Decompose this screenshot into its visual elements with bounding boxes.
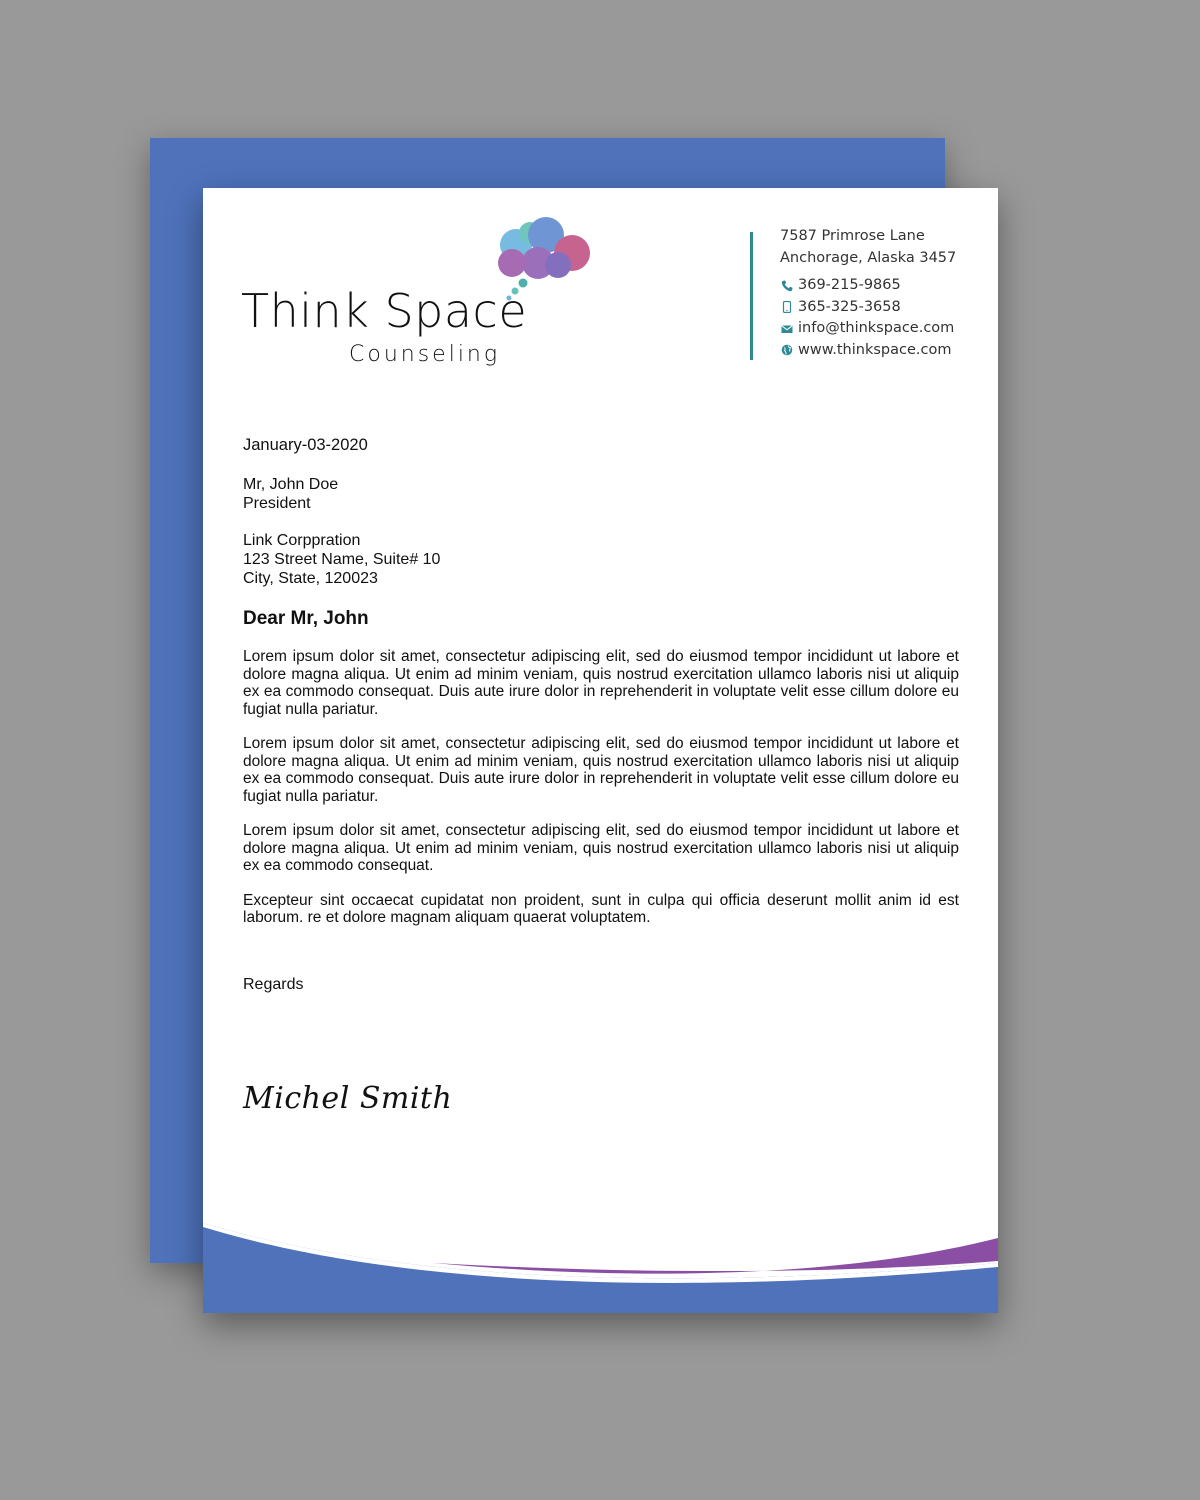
contact-divider [750, 232, 753, 360]
letter-body [243, 436, 959, 944]
letterhead-page [203, 188, 998, 1313]
mobile-text[interactable]: 365-325-3658 [798, 298, 901, 315]
address-line-2: Anchorage, Alaska 3457 [780, 249, 957, 266]
recipient-block [243, 475, 959, 513]
globe-icon [780, 344, 793, 357]
company-address: 123 Street Name, Suite# 10 [243, 551, 441, 568]
closing: Regards [243, 976, 304, 993]
company-city: City, State, 120023 [243, 570, 378, 587]
contact-website [780, 340, 956, 362]
contact-mobile [780, 297, 956, 319]
website-text[interactable]: www.thinkspace.com [798, 341, 952, 358]
company-block [243, 531, 959, 588]
paragraph-2: Lorem ipsum dolor sit amet, consectetur adipiscing elit, sed do eiusmod tempor incididunt ut labore et dolore magna aliqua. Ut enim ad minim veniam, quis nostrud exercitation ullamco laboris nisi ut aliquip ex ea commodo consequat. Duis aute irure dolor in reprehenderit in voluptate velit esse cillum dolore eu fugiat nulla pariatur. [243, 735, 959, 805]
recipient-name: Mr, John Doe [243, 476, 339, 493]
letter-date: January-03-2020 [243, 436, 368, 454]
phone-text[interactable]: 369-215-9865 [798, 277, 901, 293]
email-text[interactable]: info@thinkspace.com [798, 320, 955, 336]
paragraph-1: Lorem ipsum dolor sit amet, consectetur adipiscing elit, sed do eiusmod tempor incididunt ut labore et dolore magna aliqua. Ut enim ad minim veniam, quis nostrud exercitation ullamco laboris nisi ut aliquip ex ea commodo consequat. Duis aute irure dolor in reprehenderit in voluptate velit esse cillum dolore eu fugiat nulla pariatur. [243, 648, 959, 718]
contact-block [780, 226, 956, 361]
brand-name: Think Space [241, 284, 528, 338]
paragraph-4: Excepteur sint occaecat cupidatat non proident, sunt in culpa qui officia deserunt mollit anim id est laborum. re et dolore magnam aliquam quaerat voluptatem. [243, 891, 959, 926]
mobile-icon [780, 301, 793, 314]
paragraph-3: Lorem ipsum dolor sit amet, consectetur adipiscing elit, sed do eiusmod tempor incididunt ut labore et dolore magna aliqua. Ut enim ad minim veniam, quis nostrud exercitation ullamco laboris nisi ut aliquip ex ea commodo consequat. [243, 822, 959, 874]
brand-subtitle: Counseling [349, 342, 501, 367]
phone-icon [780, 279, 793, 292]
contact-email [780, 318, 956, 340]
signature: Michel Smith [243, 1081, 453, 1116]
email-icon [780, 322, 793, 335]
address-line-1: 7587 Primrose Lane [780, 228, 925, 244]
company-name: Link Corppration [243, 532, 361, 549]
footer-wave-decoration [203, 1213, 998, 1313]
salutation: Dear Mr, John [243, 608, 369, 629]
contact-phone [780, 275, 956, 297]
recipient-title: President [243, 495, 311, 512]
